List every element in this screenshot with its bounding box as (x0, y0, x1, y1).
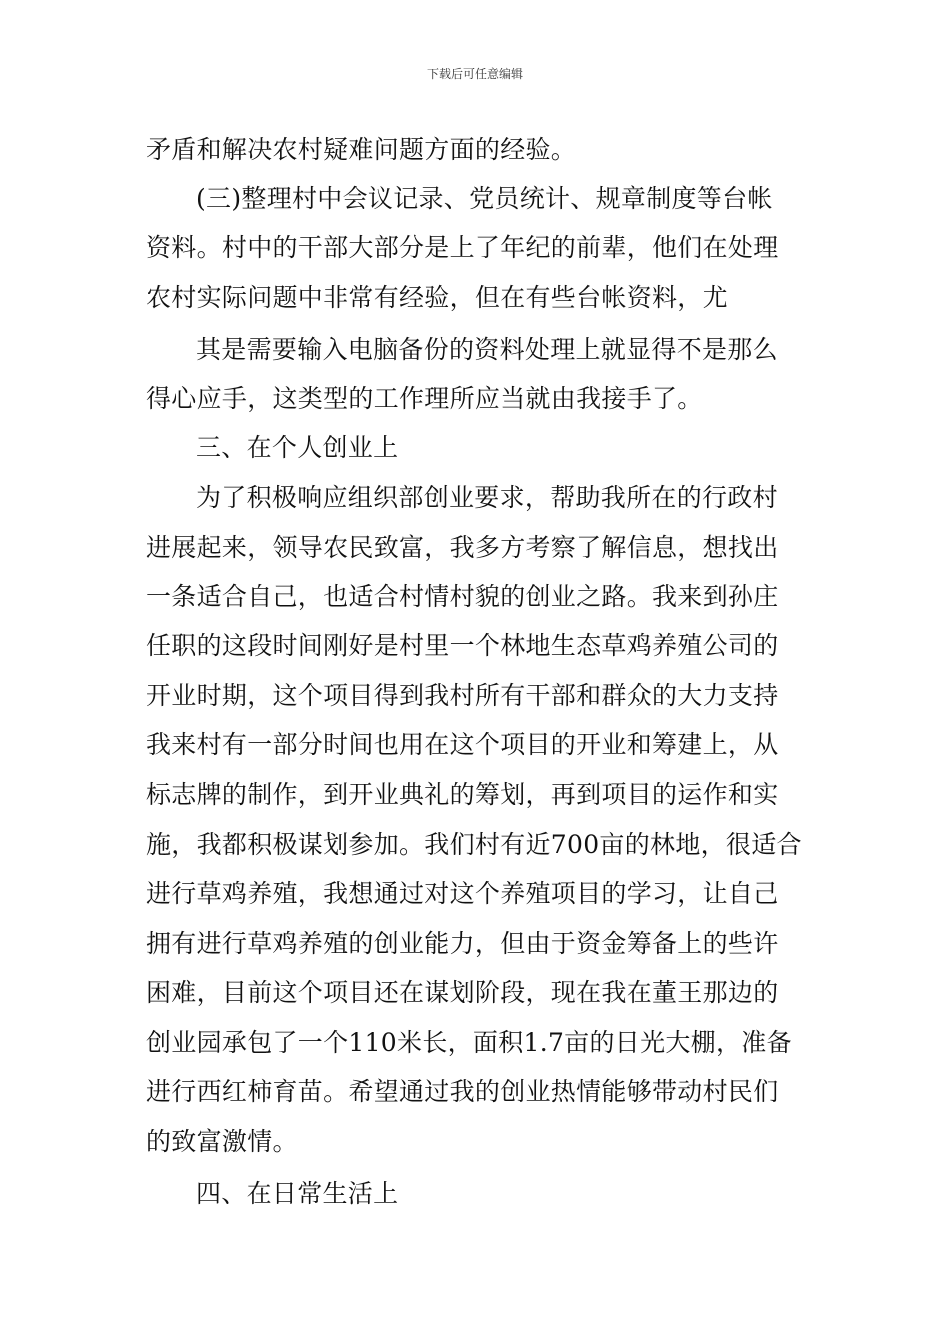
text-line: 农村实际问题中非常有经验，但在有些台帐资料，尤 (146, 283, 728, 312)
text-line: 拥有进行草鸡养殖的创业能力，但由于资金筹备上的些许 (146, 929, 779, 958)
text-line: 进行草鸡养殖，我想通过对这个养殖项目的学习，让自己 (146, 879, 779, 908)
text-line: 我来村有一部分时间也用在这个项目的开业和筹建上，从 (146, 730, 779, 759)
text-line: 开业时期，这个项目得到我村所有干部和群众的大力支持 (146, 681, 779, 710)
text-line: 标志牌的制作，到开业典礼的筹划，再到项目的运作和实 (146, 780, 779, 809)
text-line: 任职的这段时间刚好是村里一个林地生态草鸡养殖公司的 (146, 631, 779, 660)
text-line: 矛盾和解决农村疑难问题方面的经验。 (146, 135, 577, 164)
page-header: 下载后可任意编辑 (426, 67, 523, 81)
text-line: 施，我都积极谋划参加。我们村有近700亩的林地，很适合 (146, 830, 802, 859)
text-line: 其是需要输入电脑备份的资料处理上就显得不是那么 (196, 335, 778, 364)
text-line: 为了积极响应组织部创业要求，帮助我所在的行政村 (196, 483, 778, 512)
text-line: 一条适合自己，也适合村情村貌的创业之路。我来到孙庄 (146, 582, 779, 611)
text-line: 资料。村中的干部大部分是上了年纪的前辈，他们在处理 (146, 233, 779, 262)
text-line: 得心应手，这类型的工作理所应当就由我接手了。 (146, 384, 703, 413)
text-line: 进行西红柿育苗。希望通过我的创业热情能够带动村民们 (146, 1077, 779, 1106)
text-line: 的致富激情。 (146, 1127, 298, 1156)
text-line: 困难，目前这个项目还在谋划阶段，现在我在董王那边的 (146, 978, 779, 1007)
text-line: (三)整理村中会议记录、党员统计、规章制度等台帐 (196, 184, 773, 213)
section-heading: 三、在个人创业上 (196, 433, 399, 462)
text-line: 进展起来，领导农民致富，我多方考察了解信息，想找出 (146, 533, 779, 562)
text-line: 创业园承包了一个110米长，面积1.7亩的日光大棚，准备 (146, 1028, 792, 1057)
section-heading: 四、在日常生活上 (196, 1179, 399, 1208)
